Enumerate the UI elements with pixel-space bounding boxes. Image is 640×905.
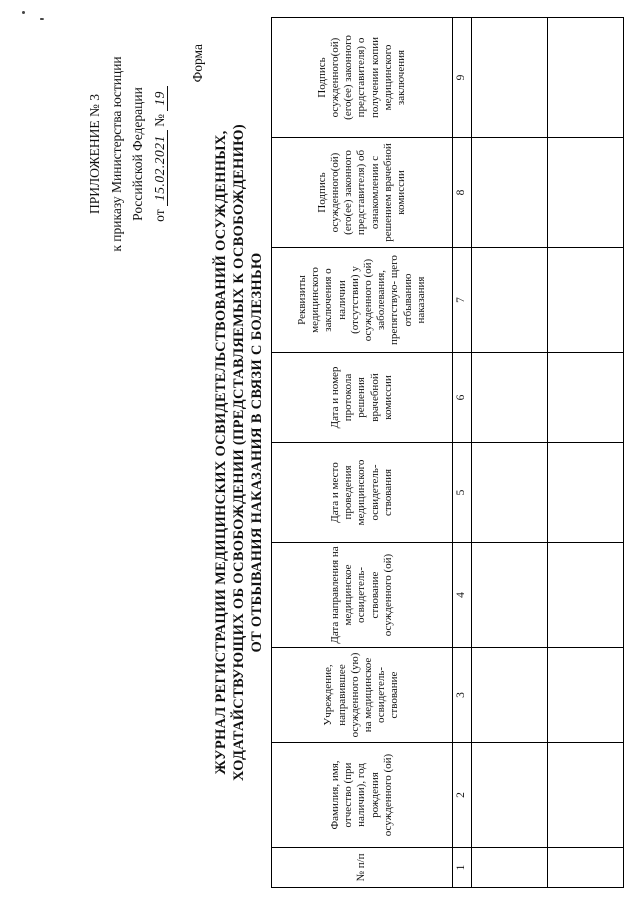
col-header-4: Дата направления на медицинское освидетель- ствование осужденного (ой) [272, 543, 453, 648]
col-number-7: 7 [453, 248, 472, 353]
col-number-2: 2 [453, 743, 472, 848]
empty-cell [471, 543, 547, 648]
title-line-1: ЖУРНАЛ РЕГИСТРАЦИИ МЕДИЦИНСКИХ ОСВИДЕТЕЛЬСТВОВАНИЙ ОСУЖДЕННЫХ, [213, 130, 229, 775]
empty-cell [547, 443, 623, 543]
empty-data-row [547, 18, 623, 888]
registration-table [271, 17, 624, 888]
col-number-5: 5 [453, 443, 472, 543]
empty-cell [471, 443, 547, 543]
col-header-6: Дата и номер протокола решения врачебной комиссии [272, 353, 453, 443]
empty-cell [547, 648, 623, 743]
col-header-7: Реквизиты медицинского заключения о наличии (отсутствии) у осужденного (ой) заболевания, препятствую- щего отбыванию наказания [272, 248, 453, 353]
empty-cell [471, 138, 547, 248]
empty-cell [547, 353, 623, 443]
empty-cell [547, 543, 623, 648]
appendix-block [84, 38, 170, 270]
appendix-order-line [149, 38, 171, 270]
table-header-row [272, 18, 453, 888]
empty-cell [471, 248, 547, 353]
col-number-4: 4 [453, 543, 472, 648]
col-header-9: Подпись осужденного(ой) (его(ее) законного представителя) о получении копии медицинского заключения [272, 18, 453, 138]
handwritten-number: 19 [152, 86, 168, 111]
empty-cell [471, 848, 547, 888]
col-number-1: 1 [453, 848, 472, 888]
empty-cell [547, 743, 623, 848]
empty-cell [471, 648, 547, 743]
col-header-3: Учреждение, направившее осужденного (ую) на медицинское освидетель- ствование [272, 648, 453, 743]
col-number-9: 9 [453, 18, 472, 138]
appendix-line-1: ПРИЛОЖЕНИЕ № 3 [87, 93, 102, 215]
title-line-2: ХОДАТАЙСТВУЮЩИХ ОБ ОСВОБОЖДЕНИИ (ПРЕДСТАВЛЯЕМЫХ К ОСВОБОЖДЕНИЮ) [231, 124, 248, 781]
col-number-3: 3 [453, 648, 472, 743]
number-sign: № [151, 114, 167, 127]
col-number-6: 6 [453, 353, 472, 443]
col-header-8: Подпись осужденного(ой) (его(ее) законного представителя) об ознакомлении с решением врачебной комиссии [272, 138, 453, 248]
empty-data-row [471, 18, 547, 888]
empty-cell [547, 18, 623, 138]
empty-cell [547, 138, 623, 248]
appendix-line-3: Российской Федерации [130, 87, 146, 221]
empty-cell [471, 18, 547, 138]
empty-cell [547, 848, 623, 888]
title-line-3: ОТ ОТБЫВАНИЯ НАКАЗАНИЯ В СВЯЗИ С БОЛЕЗНЬЮ [249, 252, 266, 653]
empty-cell [471, 353, 547, 443]
column-number-row [453, 18, 472, 888]
scan-artifact-dot [40, 18, 44, 20]
col-header-1: № п/п [272, 848, 453, 888]
empty-cell [471, 743, 547, 848]
form-label: Форма [190, 44, 205, 83]
col-header-5: Дата и место проведения медицинского освидетель- ствования [272, 443, 453, 543]
handwritten-date: 15.02.2021 [152, 130, 168, 206]
scan-artifact-dot [22, 11, 25, 14]
col-number-8: 8 [453, 138, 472, 248]
date-prefix: от [151, 209, 167, 222]
page-title [212, 22, 266, 883]
col-header-2: Фамилия, имя, отчество (при наличии), год рождения осужденного (ой) [272, 743, 453, 848]
empty-cell [547, 248, 623, 353]
appendix-line-2: к приказу Министерства юстиции [108, 56, 124, 252]
